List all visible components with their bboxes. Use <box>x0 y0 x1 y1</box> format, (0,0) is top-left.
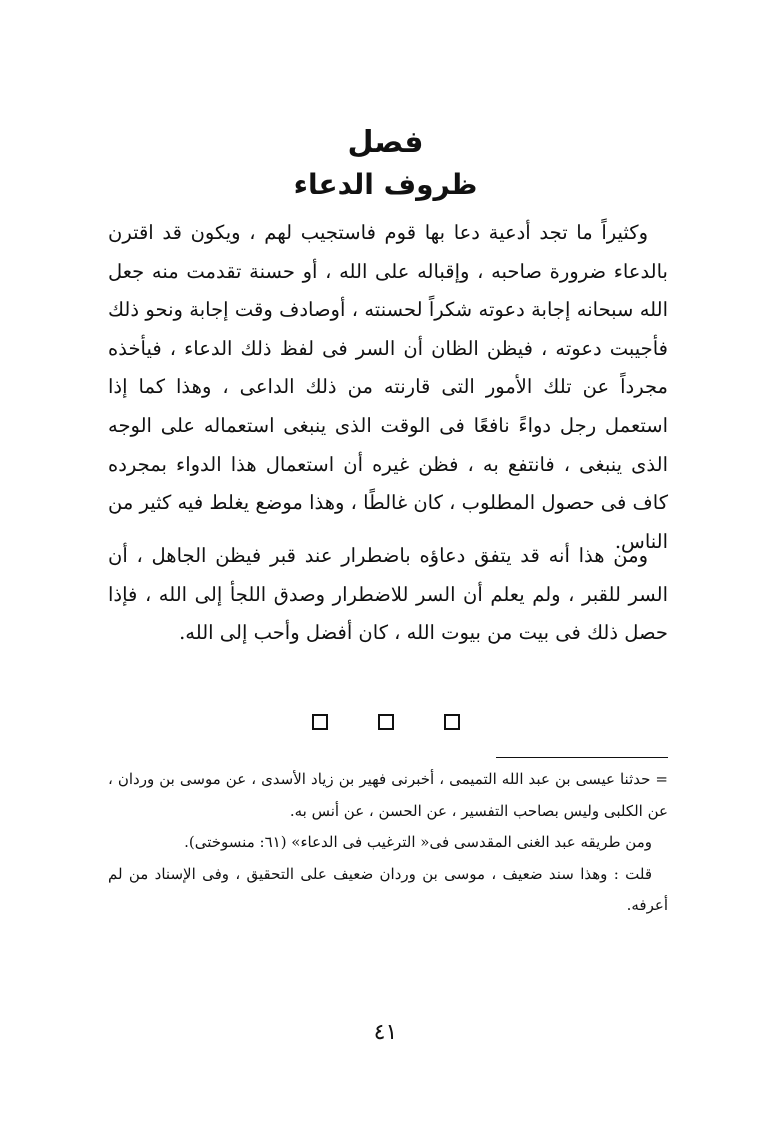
square-ornament-icon <box>378 714 394 730</box>
footnote-comment: قلت : وهذا سند ضعيف ، موسى بن وردان ضعيف على التحقيق ، وفى الإسناد من لم أعرفه. <box>108 864 668 914</box>
section-subtitle: ظروف الدعاء <box>293 168 478 201</box>
body-paragraph-2: ومن هذا أنه قد يتفق دعاؤه باضطرار عند قبر فيظن الجاهل ، أن السر للقبر ، ولم يعلم أن السر للاضطرار وصدق اللجأ إلى الله ، فإذا حصل ذلك فى بيت من بيوت الله ، كان أفضل وأحب إلى الله. <box>108 544 668 645</box>
footnotes <box>108 764 668 922</box>
footnote-continuation: = حدثنا عيسى بن عبد الله التميمى ، أخبرنى فهير بن زياد الأسدى ، عن موسى بن وردان ، عن الكلبى وليس بصاحب التفسير ، عن الحسن ، عن أنس به. <box>108 770 668 820</box>
square-ornament-icon <box>312 714 328 730</box>
section-separator <box>0 714 771 730</box>
square-ornament-icon <box>444 714 460 730</box>
footnote-divider <box>496 757 668 758</box>
body-paragraph-1: وكثيراً ما تجد أدعية دعا بها قوم فاستجيب لهم ، ويكون قد اقترن بالدعاء ضرورة صاحبه ، وإقباله على الله ، أو حسنة تقدمت منه جعل الله سبحانه إجابة دعوته شكراً لحسنته ، أوصادف وقت إجابة ونحو ذلك فأجيبت دعوته ، فيظن الظان أن السر فى لفظ ذلك الدعاء ، فيأخذه مجرداً عن تلك الأمور التى قارنته من ذلك الداعى ، وهذا كما إذا استعمل رجل دواءً نافعًا فى الوقت الذى ينبغى استعماله على الوجه الذى ينبغى ، فانتفع به ، فظن غيره أن استعمال هذا الدواء بمجرده كاف فى حصول المطلوب ، كان غالطًا ، وهذا موضع يغلط فيه كثير من الناس. <box>108 221 668 553</box>
footnote-source: ومن طريقه عبد الغنى المقدسى فى« الترغيب فى الدعاء» (٦١: منسوختى). <box>184 833 652 851</box>
page-number: ٤١ <box>373 1020 398 1045</box>
section-title: فصل <box>347 125 424 160</box>
